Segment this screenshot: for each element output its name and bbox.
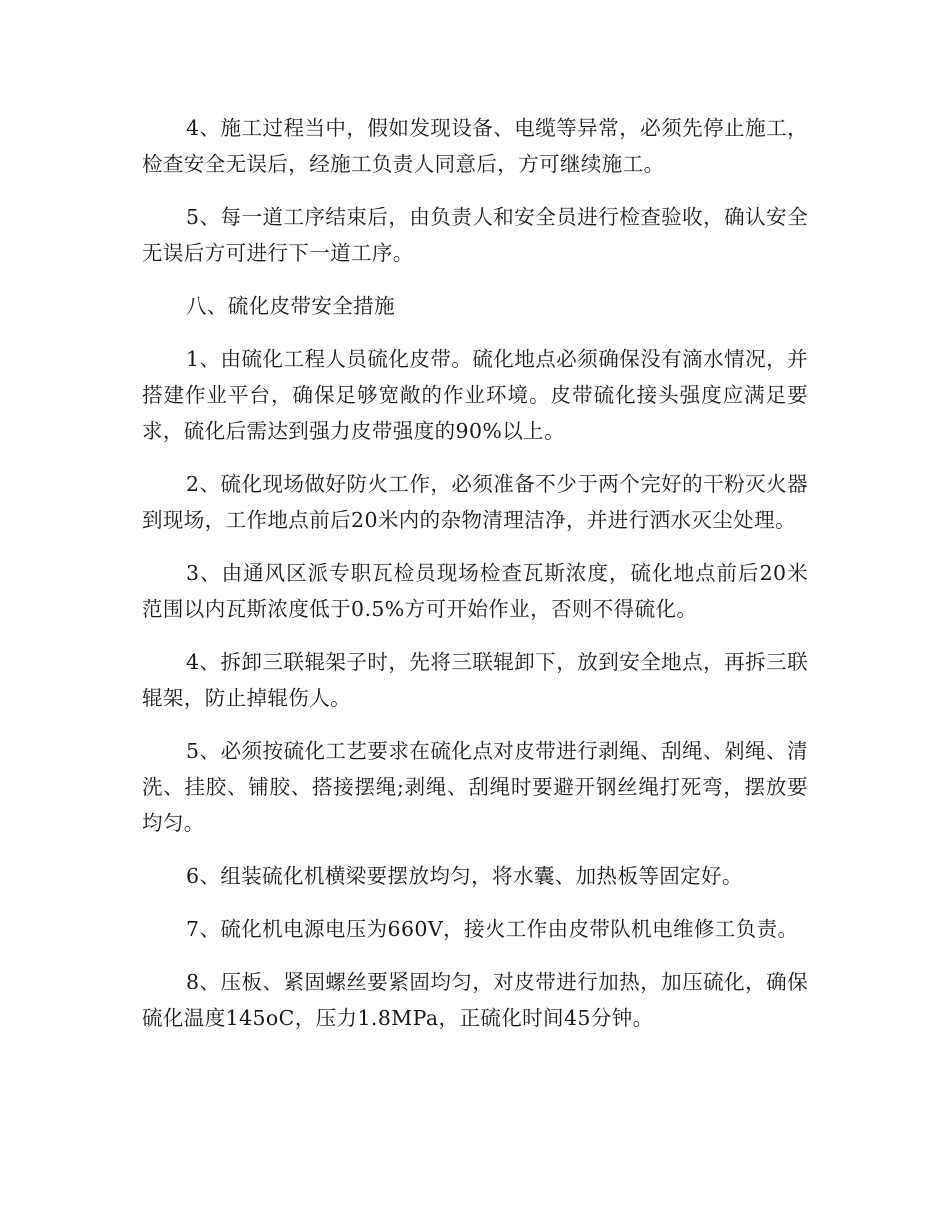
paragraph-construction-step-4: 4、施工过程当中，假如发现设备、电缆等异常，必须先停止施工，检查安全无误后，经施工负责人同意后，方可继续施工。 <box>142 116 808 176</box>
paragraph-vulcanization-step-1: 1、由硫化工程人员硫化皮带。硫化地点必须确保没有滴水情况，并搭建作业平台，确保足够宽敞的作业环境。皮带硫化接头强度应满足要求，硫化后需达到强力皮带强度的90%以上。 <box>142 347 808 443</box>
paragraph-vulcanization-step-5: 5、必须按硫化工艺要求在硫化点对皮带进行剥绳、刮绳、剁绳、清洗、挂胶、铺胶、搭接摆绳;剥绳、刮绳时要避开钢丝绳打死弯，摆放要均匀。 <box>142 739 808 835</box>
paragraph-construction-step-5: 5、每一道工序结束后，由负责人和安全员进行检查验收，确认安全无误后方可进行下一道工序。 <box>142 205 808 265</box>
paragraph-vulcanization-step-6: 6、组装硫化机横梁要摆放均匀，将水囊、加热板等固定好。 <box>186 864 743 888</box>
section-heading-vulcanization-safety: 八、硫化皮带安全措施 <box>186 294 395 318</box>
paragraph-vulcanization-step-8: 8、压板、紧固螺丝要紧固均匀，对皮带进行加热，加压硫化，确保硫化温度145oC，压力1.8MPa，正硫化时间45分钟。 <box>142 970 808 1030</box>
paragraph-vulcanization-step-3: 3、由通风区派专职瓦检员现场检查瓦斯浓度，硫化地点前后20米范围以内瓦斯浓度低于0.5%方可开始作业，否则不得硫化。 <box>142 561 808 621</box>
paragraph-vulcanization-step-7: 7、硫化机电源电压为660V，接火工作由皮带队机电维修工负责。 <box>186 917 799 941</box>
paragraph-vulcanization-step-2: 2、硫化现场做好防火工作，必须准备不少于两个完好的干粉灭火器到现场，工作地点前后20米内的杂物清理洁净，并进行洒水灭尘处理。 <box>142 472 808 532</box>
paragraph-vulcanization-step-4: 4、拆卸三联辊架子时，先将三联辊卸下，放到安全地点，再拆三联辊架，防止掉辊伤人。 <box>142 650 808 710</box>
document-body <box>142 110 808 1053</box>
